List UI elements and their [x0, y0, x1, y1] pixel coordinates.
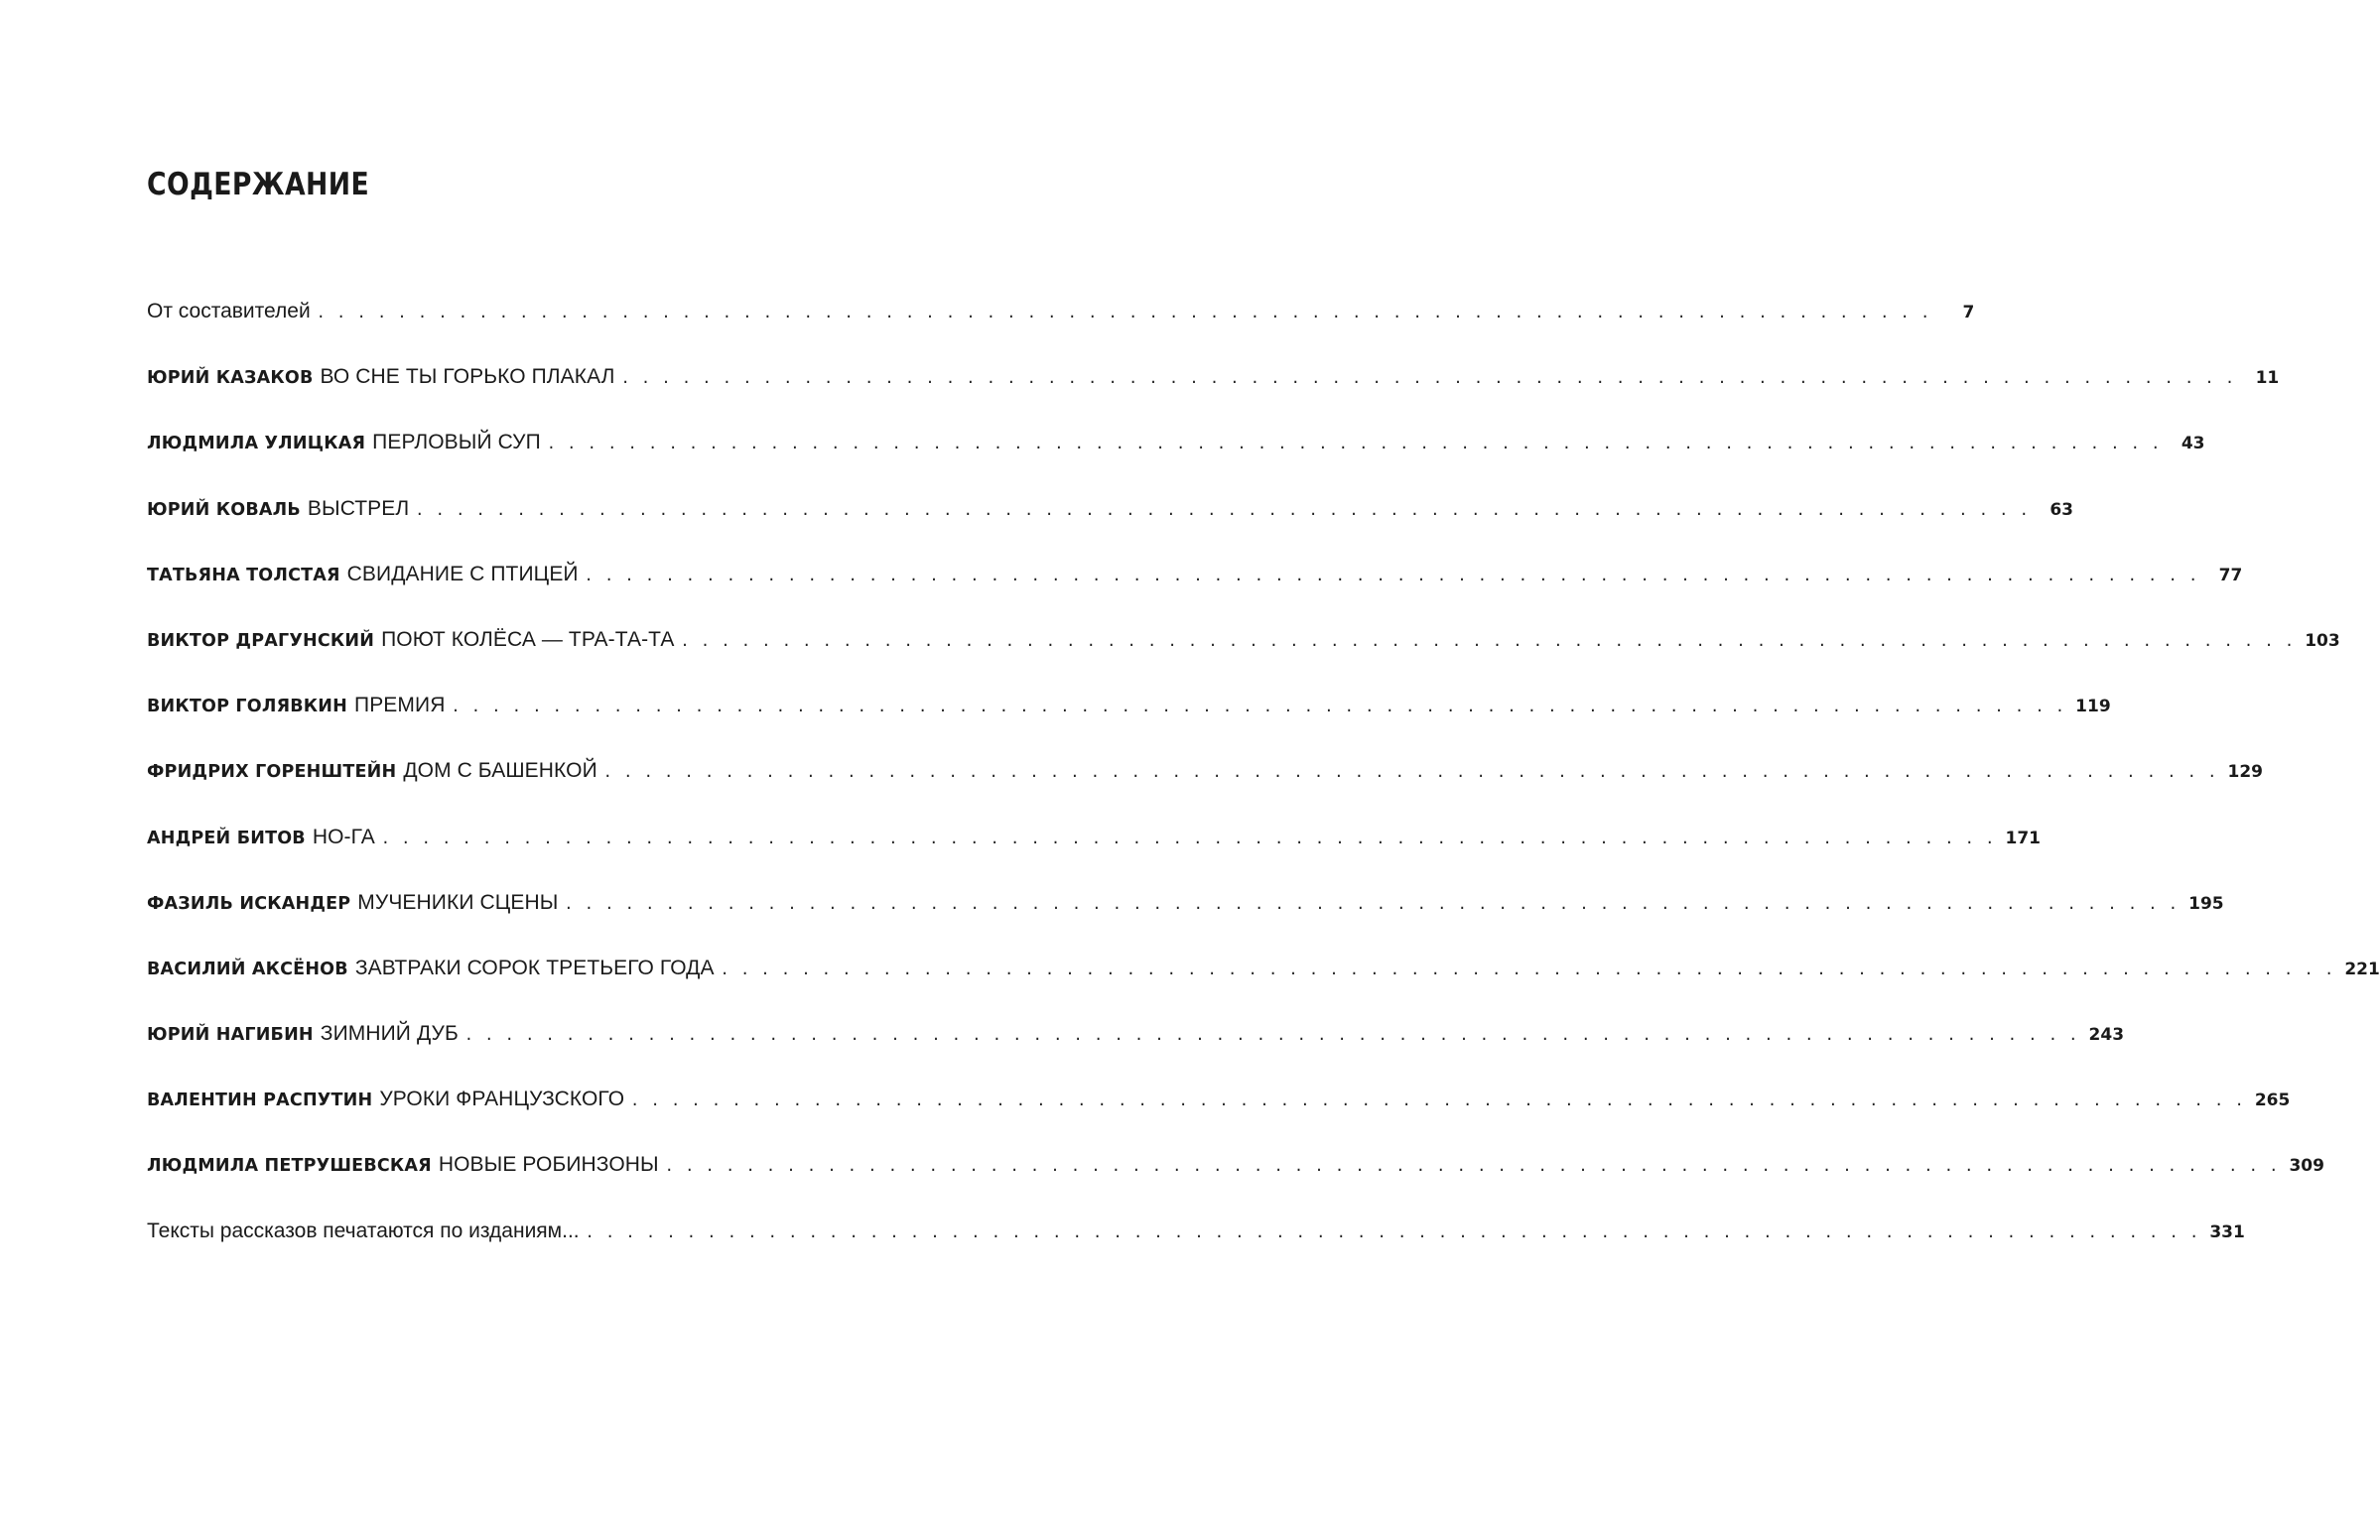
toc-page-number: 103 [2305, 630, 2340, 651]
toc-entry [147, 759, 2263, 825]
dot-leader: . . . . . . . . . . . . . . . . . . . . . . . . . . . . . . . . . . . . . . . . . . . . . . . . . . . . . . . . . . . . . . . . . . . . . . . . . . . . . . . . [620, 369, 2236, 388]
dot-leader: . . . . . . . . . . . . . . . . . . . . . . . . . . . . . . . . . . . . . . . . . . . . . . . . . . . . . . . . . . . . . . . . . . . . . . . . . . . . . . . . [585, 1222, 2200, 1241]
toc-entry-title: СВИДАНИЕ С ПТИЦЕЙ [346, 562, 579, 585]
toc-entry [147, 562, 2243, 628]
page-title: СОДЕРЖАНИЕ [147, 167, 370, 202]
toc-entry-author: ЮРИЙ НАГИБИН [147, 1025, 314, 1046]
dot-leader: . . . . . . . . . . . . . . . . . . . . . . . . . . . . . . . . . . . . . . . . . . . . . . . . . . . . . . . . . . . . . . . . . . . . . . . . . . . . . . . . [720, 960, 2335, 978]
toc-page-number: 77 [2218, 565, 2243, 585]
toc-entry-author: ФРИДРИХ ГОРЕНШТЕЙН [147, 762, 397, 783]
toc-entry-title: НОВЫЕ РОБИНЗОНЫ [438, 1153, 659, 1177]
dot-leader: . . . . . . . . . . . . . . . . . . . . . . . . . . . . . . . . . . . . . . . . . . . . . . . . . . . . . . . . . . . . . . . . . . . . . . . . . . . . . . . . [564, 894, 2180, 913]
table-of-contents [147, 300, 2380, 1285]
toc-entry [147, 694, 2111, 759]
toc-entry-author: ЛЮДМИЛА УЛИЦКАЯ [147, 434, 366, 454]
toc-entry [147, 1219, 2245, 1285]
toc-entry [147, 825, 2042, 891]
toc-page-number: 11 [2255, 368, 2280, 389]
toc-entry [147, 1153, 2324, 1219]
toc-entry-author: ВАЛЕНТИН РАСПУТИН [147, 1091, 373, 1111]
dot-leader: . . . . . . . . . . . . . . . . . . . . . . . . . . . . . . . . . . . . . . . . . . . . . . . . . . . . . . . . . . . . . . . . . . . . . . . . . . . . . . . . [316, 304, 1931, 321]
toc-page-number: 129 [2227, 762, 2263, 783]
toc-entry [147, 890, 2224, 957]
toc-entry [147, 956, 2380, 1022]
toc-page-number: 309 [2289, 1156, 2324, 1177]
toc-entry [147, 431, 2205, 496]
toc-page-number: 243 [2088, 1025, 2125, 1046]
dot-leader: . . . . . . . . . . . . . . . . . . . . . . . . . . . . . . . . . . . . . . . . . . . . . . . . . . . . . . . . . . . . . . . . . . . . . . . . . . . . . . . . [380, 829, 1996, 847]
toc-entry-title: Тексты рассказов печатаются по изданиям... [147, 1219, 580, 1242]
dot-leader: . . . . . . . . . . . . . . . . . . . . . . . . . . . . . . . . . . . . . . . . . . . . . . . . . . . . . . . . . . . . . . . . . . . . . . . . . . . . . . . . [463, 1026, 2079, 1045]
toc-entry-title: ПОЮТ КОЛЁСА — ТРА-ТА-ТА [381, 627, 675, 651]
toc-entry [147, 1022, 2125, 1088]
toc-page-number: 195 [2188, 893, 2224, 914]
toc-entry-author: ВАСИЛИЙ АКСЁНОВ [147, 959, 348, 979]
toc-entry-author: ФАЗИЛЬ ИСКАНДЕР [147, 893, 351, 914]
toc-entry [147, 627, 2340, 694]
toc-entry-author: ЮРИЙ КОВАЛЬ [147, 499, 301, 520]
toc-entry-title: ЗАВТРАКИ СОРОК ТРЕТЬЕГО ГОДА [354, 956, 715, 979]
toc-page-number: 171 [2005, 828, 2042, 848]
toc-entry-title: ВЫСТРЕЛ [307, 496, 410, 520]
toc-page-number: 7 [1962, 303, 1975, 322]
toc-page-number: 221 [2344, 959, 2380, 979]
toc-entry [147, 496, 2073, 563]
dot-leader: . . . . . . . . . . . . . . . . . . . . . . . . . . . . . . . . . . . . . . . . . . . . . . . . . . . . . . . . . . . . . . . . . . . . . . . . . . . . . . . . [584, 566, 2199, 584]
toc-entry-title: ЗИМНИЙ ДУБ [320, 1022, 459, 1046]
toc-entry-title: ВО СНЕ ТЫ ГОРЬКО ПЛАКАЛ [320, 365, 615, 389]
toc-entry [147, 365, 2280, 431]
dot-leader: . . . . . . . . . . . . . . . . . . . . . . . . . . . . . . . . . . . . . . . . . . . . . . . . . . . . . . . . . . . . . . . . . . . . . . . . . . . . . . . . [630, 1091, 2245, 1110]
toc-page-number: 43 [2181, 434, 2205, 454]
toc-entry-author: ЛЮДМИЛА ПЕТРУШЕВСКАЯ [147, 1156, 432, 1177]
toc-entry-title: НО-ГА [312, 825, 375, 848]
toc-entry-title: МУЧЕНИКИ СЦЕНЫ [357, 890, 559, 914]
toc-entry-title: ПЕРЛОВЫЙ СУП [372, 431, 541, 454]
dot-leader: . . . . . . . . . . . . . . . . . . . . . . . . . . . . . . . . . . . . . . . . . . . . . . . . . . . . . . . . . . . . . . . . . . . . . . . . . . . . . . . . [680, 631, 2296, 650]
toc-page-number: 119 [2075, 697, 2111, 717]
toc-entry-title: УРОКИ ФРАНЦУЗСКОГО [379, 1088, 625, 1111]
toc-entry-author: ВИКТОР ДРАГУНСКИЙ [147, 630, 375, 651]
dot-leader: . . . . . . . . . . . . . . . . . . . . . . . . . . . . . . . . . . . . . . . . . . . . . . . . . . . . . . . . . . . . . . . . . . . . . . . . . . . . . . . . [546, 435, 2162, 453]
toc-entry-author: ТАТЬЯНА ТОЛСТАЯ [147, 565, 340, 585]
toc-entry-title: От составителей [147, 300, 311, 322]
dot-leader: . . . . . . . . . . . . . . . . . . . . . . . . . . . . . . . . . . . . . . . . . . . . . . . . . . . . . . . . . . . . . . . . . . . . . . . . . . . . . . . . [664, 1157, 2280, 1176]
dot-leader: . . . . . . . . . . . . . . . . . . . . . . . . . . . . . . . . . . . . . . . . . . . . . . . . . . . . . . . . . . . . . . . . . . . . . . . . . . . . . . . . [602, 763, 2218, 782]
toc-entry-author: ВИКТОР ГОЛЯВКИН [147, 697, 347, 717]
toc-entry-author: ЮРИЙ КАЗАКОВ [147, 368, 314, 389]
dot-leader: . . . . . . . . . . . . . . . . . . . . . . . . . . . . . . . . . . . . . . . . . . . . . . . . . . . . . . . . . . . . . . . . . . . . . . . . . . . . . . . . [415, 500, 2030, 519]
toc-entry-title: ПРЕМИЯ [354, 694, 446, 717]
toc-entry-author: АНДРЕЙ БИТОВ [147, 828, 306, 848]
toc-entry [147, 1088, 2291, 1153]
toc-entry-title: ДОМ С БАШЕНКОЙ [403, 759, 597, 783]
toc-entry [147, 300, 1975, 365]
toc-page-number: 265 [2254, 1091, 2291, 1111]
toc-page-number: 331 [2209, 1221, 2245, 1242]
toc-page-number: 63 [2049, 499, 2073, 520]
dot-leader: . . . . . . . . . . . . . . . . . . . . . . . . . . . . . . . . . . . . . . . . . . . . . . . . . . . . . . . . . . . . . . . . . . . . . . . . . . . . . . . . [451, 698, 2066, 716]
